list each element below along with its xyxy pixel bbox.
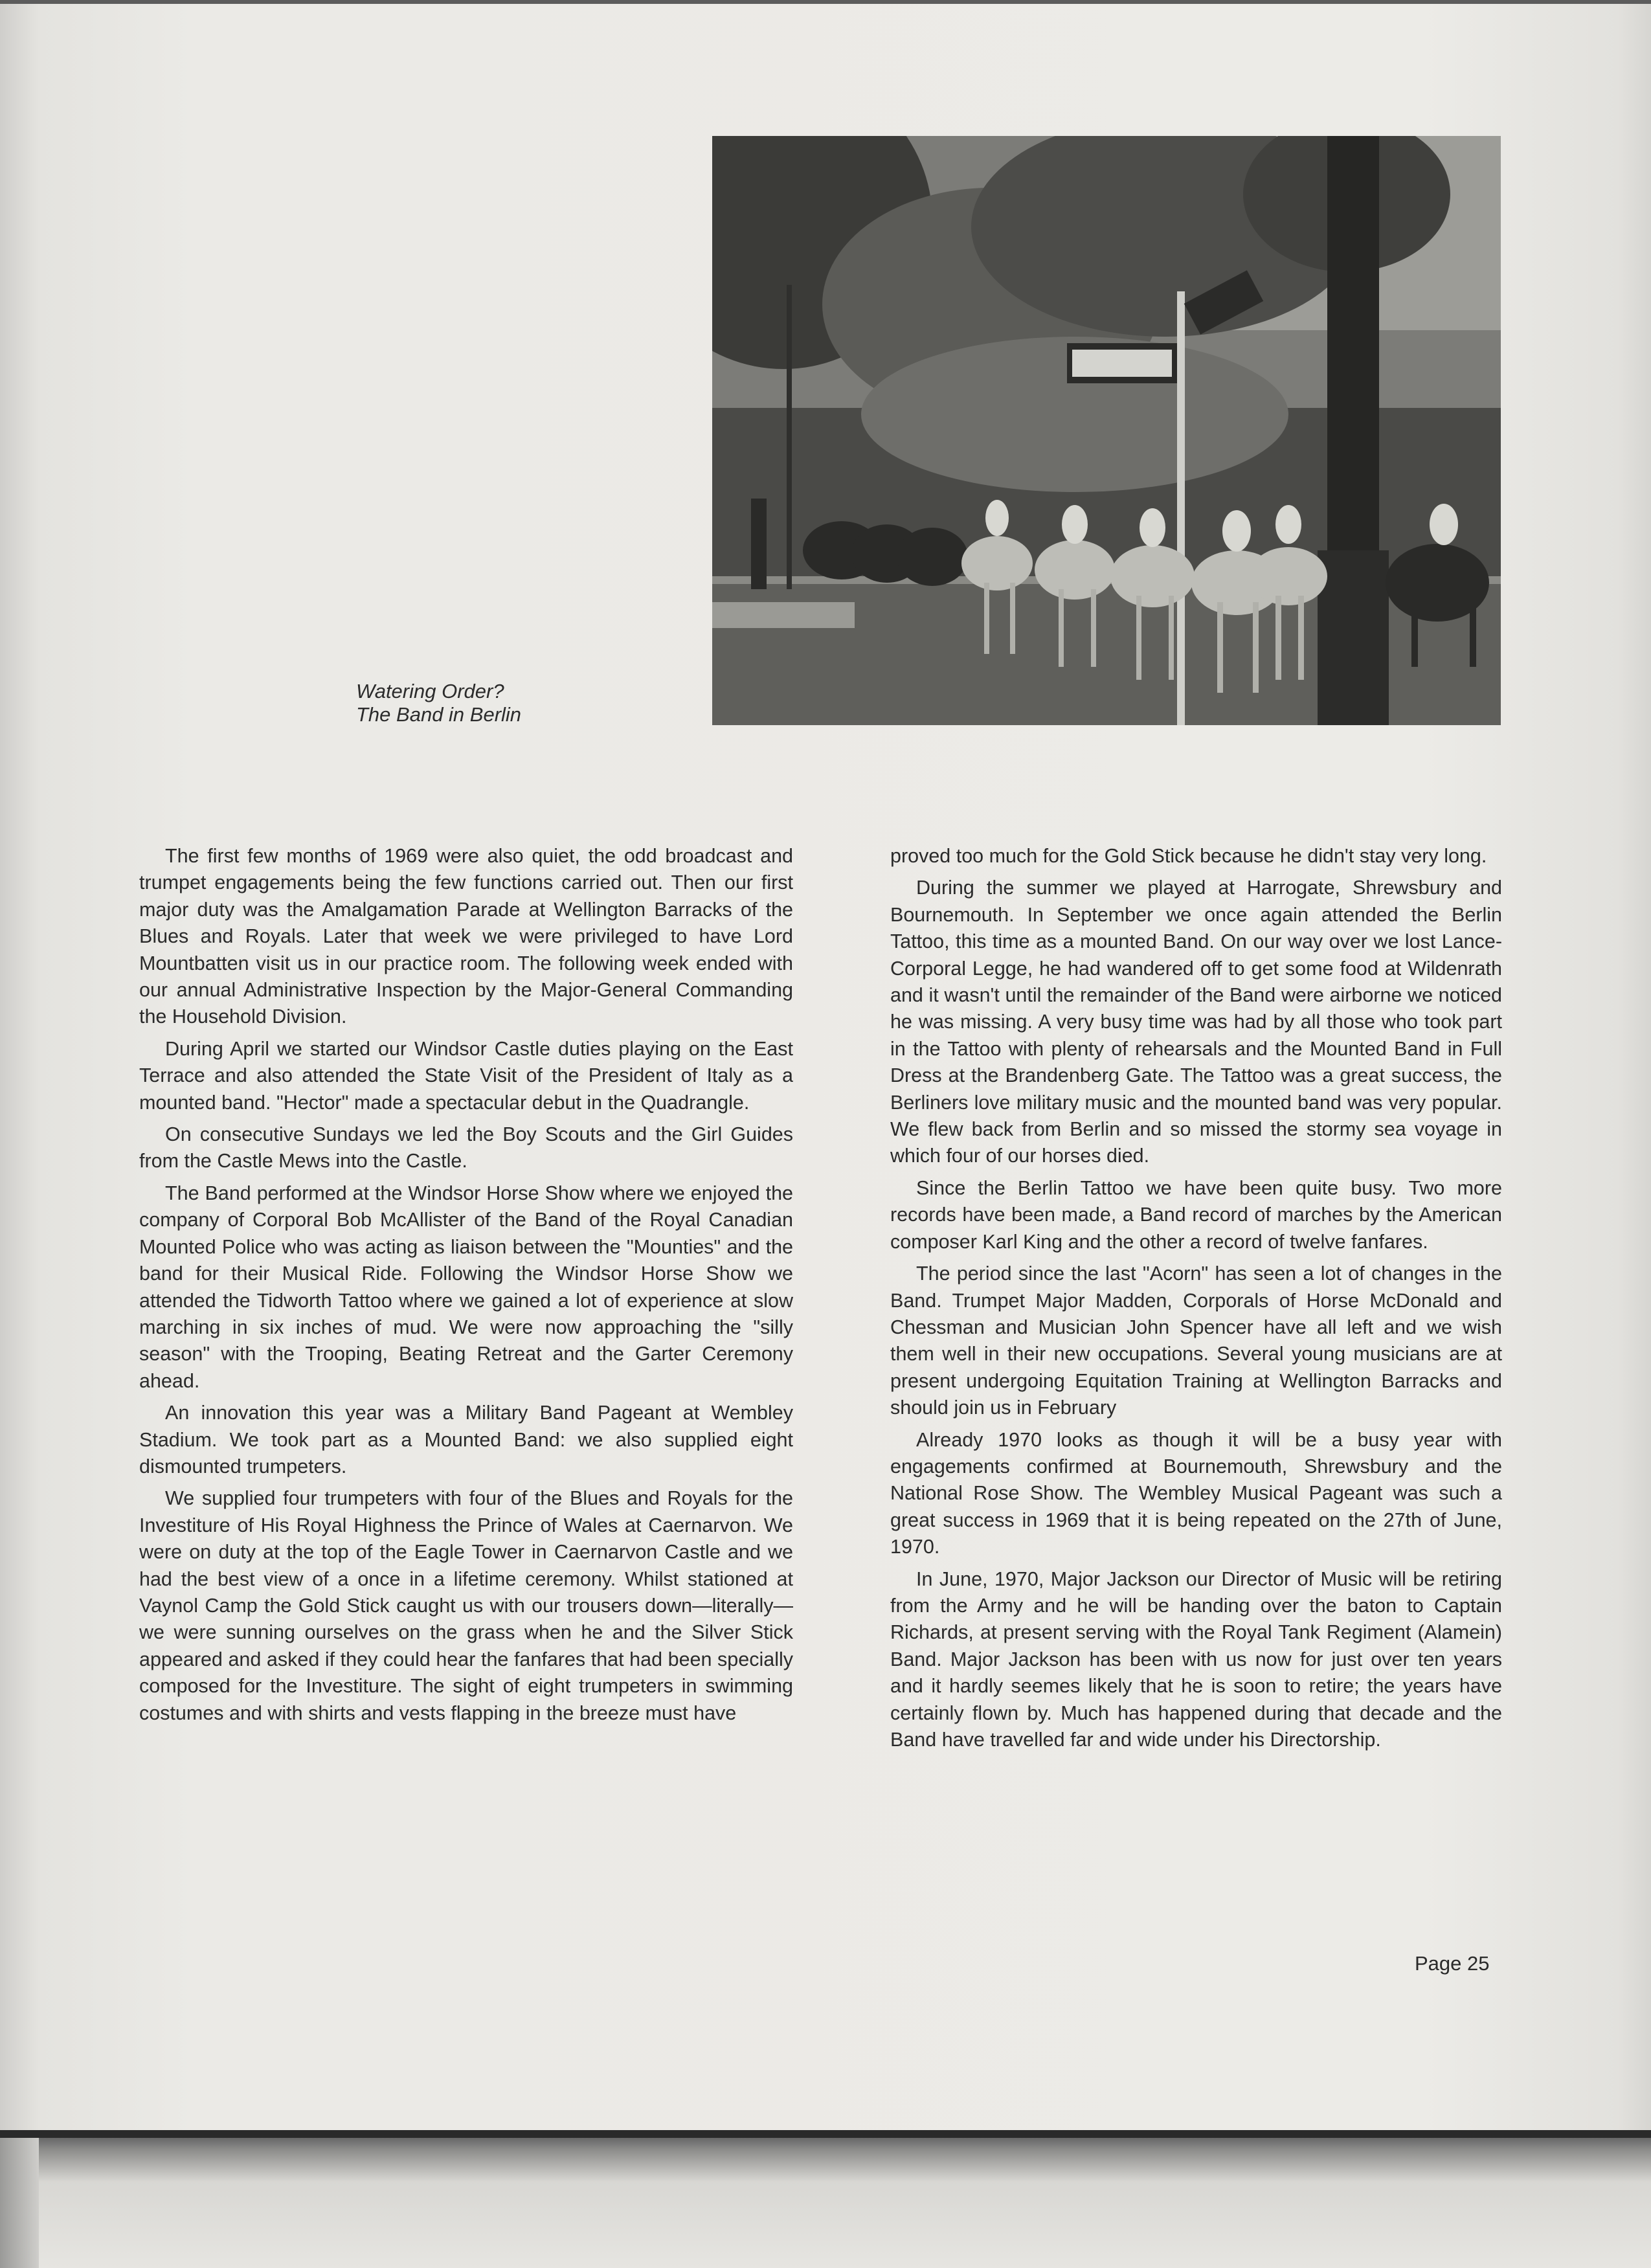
- caption-line-2: The Band in Berlin: [356, 703, 522, 726]
- photograph-band-on-horseback: [712, 136, 1501, 725]
- paragraph: During the summer we played at Harrogate, Shrewsbury and Bournemouth. In September we once again attended the Berlin Tattoo, this time as a mounted Band. On our way over we lost Lance-Corporal Legge, he had wandered off to get some food at Wildenrath and it wasn't until the remainder of the Band were airborne we noticed he was missing. A very busy time was had by all those who took part in the Tattoo with plenty of rehearsals and the Mounted Band in Full Dress at the Brandenberg Gate. The Tattoo was a great success, the Berliners love military music and the mounted band was very popular. We flew back from Berlin and so missed the stormy sea voyage in which four of our horses died.: [890, 877, 1502, 1167]
- paragraph: Already 1970 looks as though it will be a busy year with engagements confirmed at Bournemouth, Shrewsbury and the National Rose Show. The Wembley Musical Pageant was such a great success in 1969 that it is being repeated on the 27th of June, 1970.: [890, 1428, 1502, 1558]
- paragraph: An innovation this year was a Military Band Pageant at Wembley Stadium. We took part as a Mounted Band: we also supplied eight dismounted trumpeters.: [139, 1402, 793, 1477]
- page-number: Page 25: [1415, 1952, 1490, 1975]
- paragraph: On consecutive Sundays we led the Boy Scouts and the Girl Guides from the Castle Mews into the Castle.: [139, 1123, 793, 1173]
- bottom-rule: [0, 2130, 1651, 2138]
- paragraph: We supplied four trumpeters with four of the Blues and Royals for the Investiture of His Royal Highness the Prince of Wales at Caernarvon. We were on duty at the top of the Eagle Tower in Caernarvon Castle and we had the best view of a once in a lifetime ceremony. Whilst stationed at Vaynol Camp the Gold Stick caught us with our trousers down—literally— we were sunning ourselves on the grass when he and the Silver Stick appeared and asked if they could hear the fanfares that had been specially composed for the Investiture. The sight of eight trumpeters in swimming costumes and with shirts and vests flapping in the breeze must have: [139, 1487, 793, 1724]
- photo-caption: [356, 680, 602, 726]
- paragraph: Since the Berlin Tattoo we have been quite busy. Two more records have been made, a Band record of marches by the American composer Karl King and the other a record of twelve fanfares.: [890, 1176, 1502, 1253]
- photo-illustration: [712, 136, 1501, 725]
- paragraph: The period since the last "Acorn" has seen a lot of changes in the Band. Trumpet Major Madden, Corporals of Horse McDonald and Chessman and Musician John Spencer have all left and we wish them well in their new occupations. Several young musicians are at present undergoing Equitation Training at Wellington Barracks and should join us in February: [890, 1263, 1502, 1419]
- right-text-column: [890, 843, 1502, 1758]
- paragraph: During April we started our Windsor Castle duties playing on the East Terrace and also attended the State Visit of the President of Italy as a mounted band. "Hector" made a spectacular debut in the Quadrangle.: [139, 1037, 793, 1114]
- caption-line-1: Watering Order?: [356, 680, 504, 702]
- paragraph: In June, 1970, Major Jackson our Director of Music will be retiring from the Army and he will be handing over the baton to Captain Richards, at present serving with the Royal Tank Regiment (Alamein) Band. Major Jackson has been with us now for just over ten years and it hardly seemes likely that he is soon to retire; the years have certainly flown by. Much has happened during that decade and the Band have travelled far and wide under his Directorship.: [890, 1567, 1502, 1751]
- top-rule: [0, 0, 1651, 4]
- paragraph: The first few months of 1969 were also quiet, the odd broadcast and trumpet engagements being the few functions carried out. Then our first major duty was the Amalgamation Parade at Wellington Barracks of the Blues and Royals. Later that week we were privileged to have Lord Mountbatten visit us in our practice room. The following week ended with our annual Administrative Inspection by the Major-General Commanding the Household Division.: [139, 845, 793, 1028]
- paragraph: The Band performed at the Windsor Horse Show where we enjoyed the company of Corporal Bob McAllister of the Band of the Royal Canadian Mounted Police who was acting as liaison between the "Mounties" and the band for their Musical Ride. Following the Windsor Horse Show we attended the Tidworth Tattoo where we gained a lot of experience at slow marching in six inches of mud. We were now approaching the "silly season" with the Trooping, Beating Retreat and the Garter Ceremony ahead.: [139, 1182, 793, 1392]
- paragraph-continued: proved too much for the Gold Stick because he didn't stay very long.: [890, 845, 1487, 867]
- scan-bottom-edge: [0, 2130, 1651, 2268]
- binding-shadow: [0, 2138, 39, 2268]
- left-text-column: [139, 843, 793, 1732]
